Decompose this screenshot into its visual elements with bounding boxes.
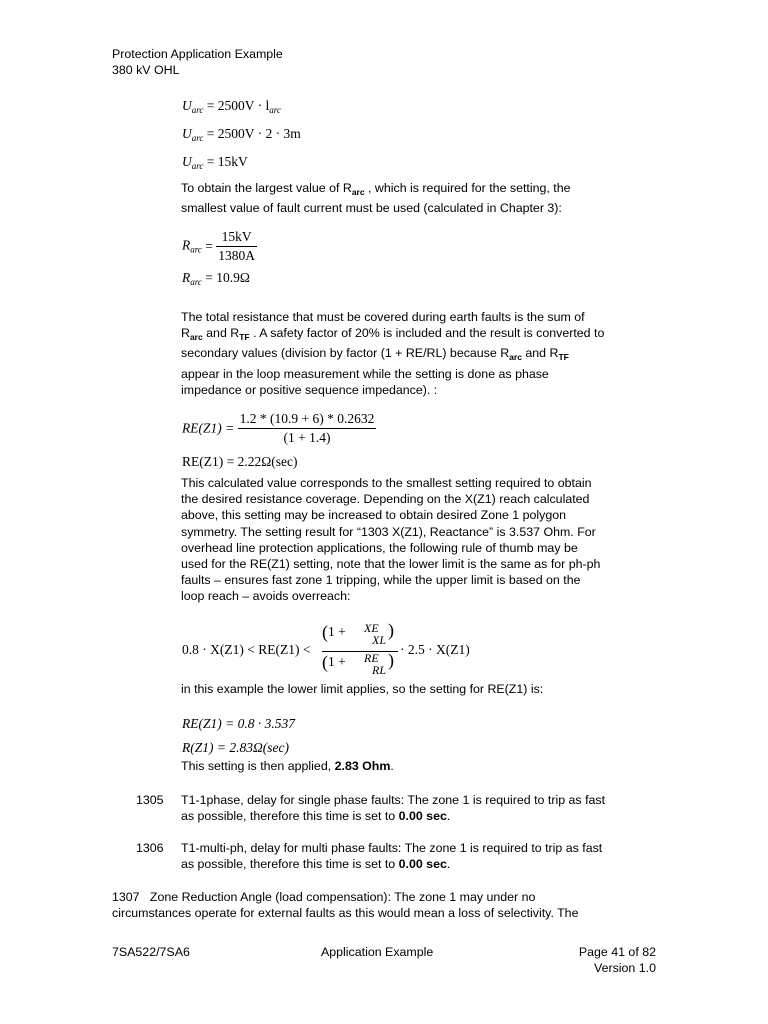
paragraph-rarc-intro: To obtain the largest value of $R_{arc}$ , which is required for the setting, the smallest value of fault current must be used (calculated in Chapter 3):	[181, 181, 571, 216]
paragraph-setting-applied: This setting is then applied, 2.83 Ohm.	[181, 759, 394, 773]
inequality-fraction: (1 + XE XL ) (1 + RE RL )	[322, 622, 398, 680]
re-z1-fraction: $\frac{1.2 * (10.9 + 6) * 0.2632}{(1 + 1.4)}$	[239, 411, 375, 445]
paragraph-rule-of-thumb: This calculated value corresponds to the smallest setting required to obtain the desired resistance coverage. Depending on the X(Z1) reach calculated above, this setting may be increased to obtain desired Zone 1 polygon symmetry. The setting result for “1303 X(Z1), Reactance” is 3.537 Ohm. For overhead line protection applications, the following rule of thumb may be used for the RE(Z1) setting, note that the lower limit is the same as for ph-ph faults – ensures fast zone 1 tripping, while the upper limit is based on the loop reach – avoids overreach:	[181, 476, 601, 604]
item-number: 1306	[136, 841, 164, 855]
paragraph-lower-limit: in this example the lower limit applies, so the setting for RE(Z1) is:	[181, 682, 544, 696]
list-item-1305-text: T1-1phase, delay for single phase faults: The zone 1 is required to trip as fast as possible, therefore this time is set to 0.00 sec.	[181, 793, 606, 824]
page-number: Page 41 of 82	[578, 945, 656, 959]
footer-center: Application Example	[321, 945, 434, 959]
item-number: 1305	[136, 793, 164, 807]
header-title: Protection Application Example	[112, 47, 283, 61]
header-subtitle: 380 kV OHL	[112, 63, 180, 78]
footer-right	[579, 944, 656, 976]
rarc-equation: $R_{arc}$ = $\frac{15kV}{1380A}$ $R_{arc} = 10.9\Omega$	[182, 229, 256, 287]
uarc-line-3: $U_{arc} = 15kV$	[182, 154, 248, 171]
re-z1-equation: RE(Z1) = $\frac{1.2 * (10.9 + 6) * 0.2632}{(1 + 1.4)}$ RE(Z1) = 2.22Ω(sec)	[182, 411, 375, 469]
version: Version 1.0	[594, 961, 656, 976]
paragraph-1307: 1307 Zone Reduction Angle (load compensation): The zone 1 may under no circumstances operate for external faults as this would mean a loss of selectivity. The	[112, 890, 579, 921]
header	[112, 46, 283, 78]
uarc-line-2: $U_{arc} = 2500V \cdot 2 \cdot 3m$	[182, 126, 301, 143]
uarc-equations	[182, 94, 301, 178]
rarc-fraction: $\frac{15kV}{1380A}$	[218, 229, 256, 263]
list-item-1306-text: T1-multi-ph, delay for multi phase faults: The zone 1 is required to trip as fast as possible, therefore this time is set to 0.00 sec.	[181, 841, 603, 872]
final-equations: RE(Z1) = 0.8 · 3.537 R(Z1) = 2.83Ω(sec)	[182, 716, 295, 755]
uarc-line-1: $U_{arc} = 2500V \cdot l_{arc}$	[182, 98, 281, 115]
footer-left: 7SA522/7SA6	[112, 945, 190, 959]
paragraph-total-resistance: The total resistance that must be covered during earth faults is the sum of $R_{arc}$ and $R_{TF}$ . A safety factor of 20% is included and the result is converted to secondary values (division by factor (1 + RE/RL) because $R_{arc}$ and $R_{TF}$ appear in the loop measurement while the setting is done as phase impedance or positive sequence impedance). :	[181, 310, 605, 397]
